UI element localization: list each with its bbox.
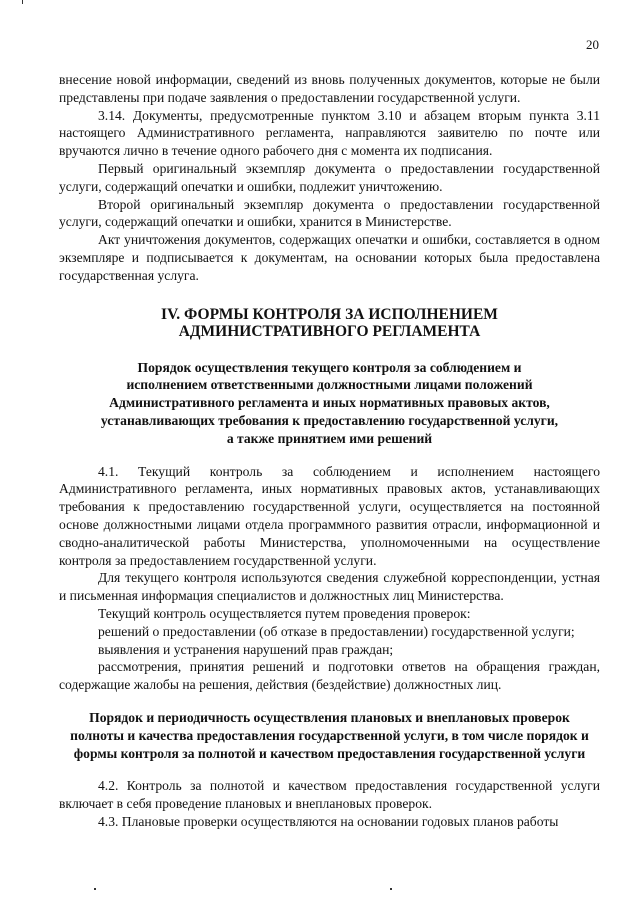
paragraph: 4.3. Плановые проверки осуществляются на основании годовых планов работы <box>98 813 559 829</box>
spacer <box>59 762 600 777</box>
paragraph: 3.14. Документы, предусмотренные пунктом 3.10 и абзацем вторым пункта 3.11 настоящего Административного регламента, направляются заявителю по почте или вручаются лично в течение одного рабочего дня с момента их подписания. <box>59 107 600 159</box>
paragraph-group-top <box>59 71 600 285</box>
paragraph: 4.2. Контроль за полнотой и качеством предоставления государственной услуги включает в себя проведение плановых и внеплановых проверок. <box>59 778 600 812</box>
spacer <box>59 285 600 296</box>
scan-artifact <box>22 0 23 4</box>
paragraph: рассмотрения, принятия решений и подготовки ответов на обращения граждан, содержащие жалобы на решения, действия (бездействие) должностных лиц. <box>59 659 600 693</box>
paragraph: решений о предоставлении (об отказе в предоставлении) государственной услуги; <box>98 623 575 639</box>
document-body <box>59 71 600 831</box>
scan-artifact <box>390 888 392 890</box>
page-number: 20 <box>586 37 599 52</box>
paragraph: Второй оригинальный экземпляр документа о предоставлении государственной услуги, содержащий опечатки и ошибки, хранится в Министерстве. <box>59 196 600 230</box>
paragraph: Акт уничтожения документов, содержащих опечатки и ошибки, составляется в одном экземпляре и подписывается к документам, на основании которых была предоставлена государственная услуга. <box>59 232 600 283</box>
paragraph: Для текущего контроля используются сведения служебной корреспонденции, устная и письменная информация специалистов и должностных лиц Министерства. <box>59 570 600 604</box>
paragraph: Текущий контроль осуществляется путем проведения проверок: <box>98 605 471 621</box>
paragraph-group-middle <box>59 463 600 694</box>
section-heading: IV. ФОРМЫ КОНТРОЛЯ ЗА ИСПОЛНЕНИЕМ АДМИНИСТРАТИВНОГО РЕГЛАМЕНТА <box>161 305 498 340</box>
paragraph: 4.1. Текущий контроль за соблюдением и исполнением настоящего Административного регламента, иных нормативных правовых актов, устанавливающих требования к предоставлению государственной услуги, осуществляется на постоянной основе должностными лицами отдела программного развития отрасли, информационной и сводно-аналитической работы Министерства, уполномоченными на осуществление контроля за предоставлением государственной услуги. <box>59 463 600 568</box>
paragraph: внесение новой информации, сведений из вновь полученных документов, которые не были представлены при подаче заявления о предоставлении государственной услуги. <box>59 72 600 105</box>
paragraph: Первый оригинальный экземпляр документа о предоставлении государственной услуги, содержащий опечатки и ошибки, подлежит уничтожению. <box>59 160 600 194</box>
paragraph-group-bottom <box>59 777 600 830</box>
paragraph: выявления и устранения нарушений прав граждан; <box>98 641 394 657</box>
spacer <box>59 448 600 463</box>
subheading-inspections: Порядок и периодичность осуществления плановых и внеплановых проверок полноты и качества предоставления государственной услуги, в том числе порядок и формы контроля за полнотой и качеством предоставления государственной услуги <box>70 709 589 761</box>
scan-artifact <box>94 888 96 890</box>
subheading-current-control: Порядок осуществления текущего контроля за соблюдением и исполнением ответственными должностными лицами положений Административного регламента и иных нормативных правовых актов, устанавливающих требования к предоставлению государственной услуги, а также принятием ими решений <box>100 359 559 446</box>
